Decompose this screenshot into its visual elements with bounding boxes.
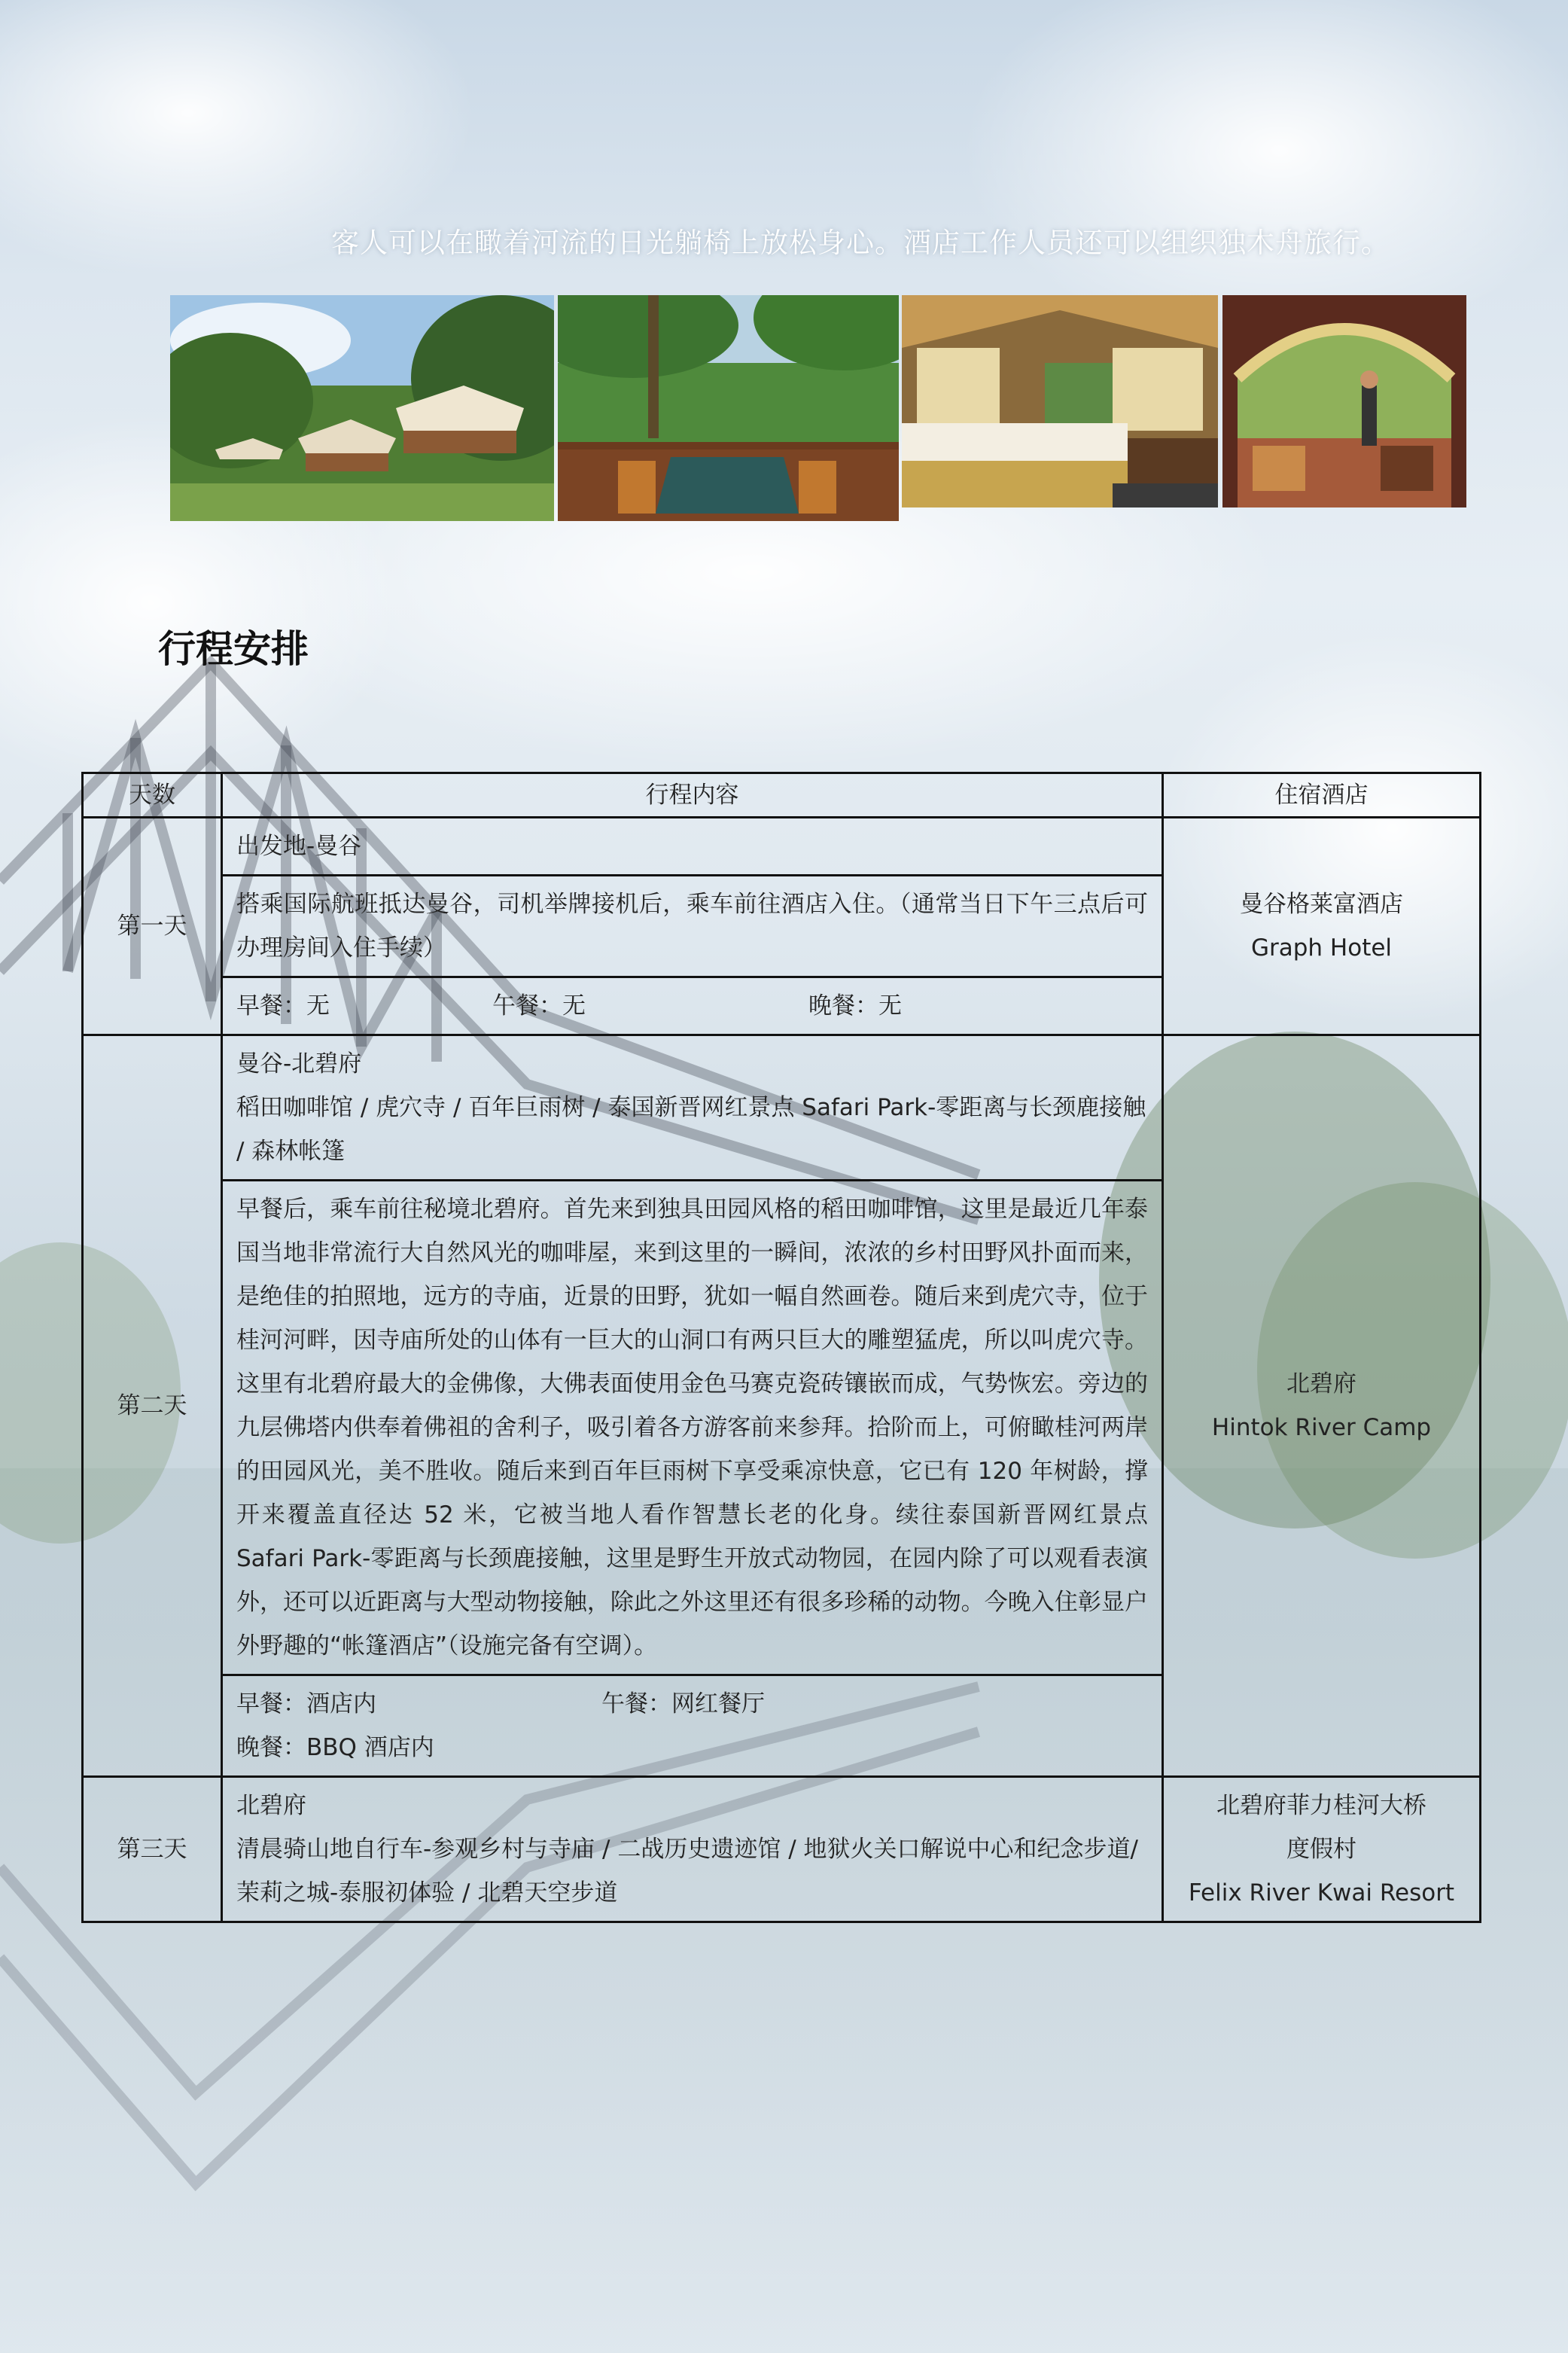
meal-lunch: 午餐：无: [492, 992, 586, 1020]
table-row: [83, 1035, 1481, 1181]
header-content: 行程内容: [222, 773, 1163, 818]
river-dining-photo: [558, 295, 899, 521]
meal-dinner: 晚餐：无: [808, 992, 902, 1020]
route-detail: 稻田咖啡馆 / 虎穴寺 / 百年巨雨树 / 泰国新晋网红景点 Safari Park-零距离与长颈鹿接触 / 森林帐篷: [236, 1094, 1146, 1165]
hotel-name-cn: 北碧府: [1286, 1370, 1356, 1397]
hotel-name-cn: 北碧府菲力桂河大桥: [1216, 1792, 1426, 1819]
route-cell: [222, 1777, 1163, 1922]
route-detail: 清晨骑山地自行车-参观乡村与寺庙 / 二战历史遗迹馆 / 地狱火关口解说中心和纪念步道/ 茉莉之城-泰服初体验 / 北碧天空步道: [236, 1836, 1138, 1906]
section-title: 行程安排: [158, 627, 309, 671]
meal-breakfast: 早餐：无: [236, 992, 330, 1020]
hotel-name-en: Hintok River Camp: [1211, 1414, 1432, 1441]
route-cell: 出发地-曼谷: [222, 818, 1163, 876]
tent-exterior-photo: [170, 295, 554, 521]
hotel-cell: [1163, 818, 1481, 1035]
description-cell: 早餐后，乘车前往秘境北碧府。首先来到独具田园风格的稻田咖啡馆，这里是最近几年泰国当地非常流行大自然风光的咖啡屋，来到这里的一瞬间，浓浓的乡村田野风扑面而来，是绝佳的拍照地，远方的寺庙，近景的田野，犹如一幅自然画卷。随后来到虎穴寺，位于桂河河畔，因寺庙所处的山体有一巨大的山洞口有两只巨大的雕塑猛虎，所以叫虎穴寺。这里有北碧府最大的金佛像，大佛表面使用金色马赛克瓷砖镶嵌而成，气势恢宏。旁边的九层佛塔内供奉着佛祖的舍利子，吸引着各方游客前来参拜。拾阶而上，可俯瞰桂河两岸的田园风光，美不胜收。随后来到百年巨雨树下享受乘凉快意，它已有 120 年树龄，撑开来覆盖直径达 52 米，它被当地人看作智慧长老的化身。续往泰国新晋网红景点 Safari Park-零距离与长颈鹿接触，这里是野生开放式动物园，在园内除了可以观看表演外，还可以近距离与大型动物接触，除此之外这里还有很多珍稀的动物。今晚入住彰显户外野趣的“帐篷酒店”（设施完备有空调）。: [222, 1181, 1163, 1675]
intro-caption: 客人可以在瞰着河流的日光躺椅上放松身心。酒店工作人员还可以组织独木舟旅行。: [331, 227, 1390, 259]
tent-porch-photo: [1222, 295, 1466, 507]
hotel-cell: [1163, 1035, 1481, 1777]
route-cell: [222, 1035, 1163, 1181]
hotel-name-cn: 曼谷格莱富酒店: [1240, 891, 1403, 918]
hotel-cell: [1163, 1777, 1481, 1922]
header-day: 天数: [83, 773, 222, 818]
description-cell: 搭乘国际航班抵达曼谷，司机举牌接机后，乘车前往酒店入住。（通常当日下午三点后可办理房间入住手续）: [222, 876, 1163, 977]
route-title: 曼谷-北碧府: [236, 1050, 362, 1077]
day-label: 第二天: [83, 1035, 222, 1777]
table-header-row: [83, 773, 1481, 818]
meals-cell: [222, 1675, 1163, 1777]
hotel-name-cn-cont: 度假村: [1286, 1836, 1356, 1863]
meal-breakfast: 早餐：酒店内: [236, 1690, 376, 1718]
table-row: [83, 818, 1481, 876]
day-label: 第一天: [83, 818, 222, 1035]
route-title: 北碧府: [236, 1792, 306, 1819]
hotel-name-en: Felix River Kwai Resort: [1188, 1879, 1455, 1906]
meal-dinner: 晚餐：BBQ 酒店内: [236, 1734, 434, 1761]
table-row: [83, 1777, 1481, 1922]
header-hotel: 住宿酒店: [1163, 773, 1481, 818]
day-label: 第三天: [83, 1777, 222, 1922]
tent-bedroom-photo: [902, 295, 1218, 507]
hotel-name-en: Graph Hotel: [1250, 934, 1393, 962]
itinerary-table: [81, 772, 1481, 1923]
meals-cell: [222, 977, 1163, 1035]
meal-lunch: 午餐：网红餐厅: [601, 1690, 765, 1718]
